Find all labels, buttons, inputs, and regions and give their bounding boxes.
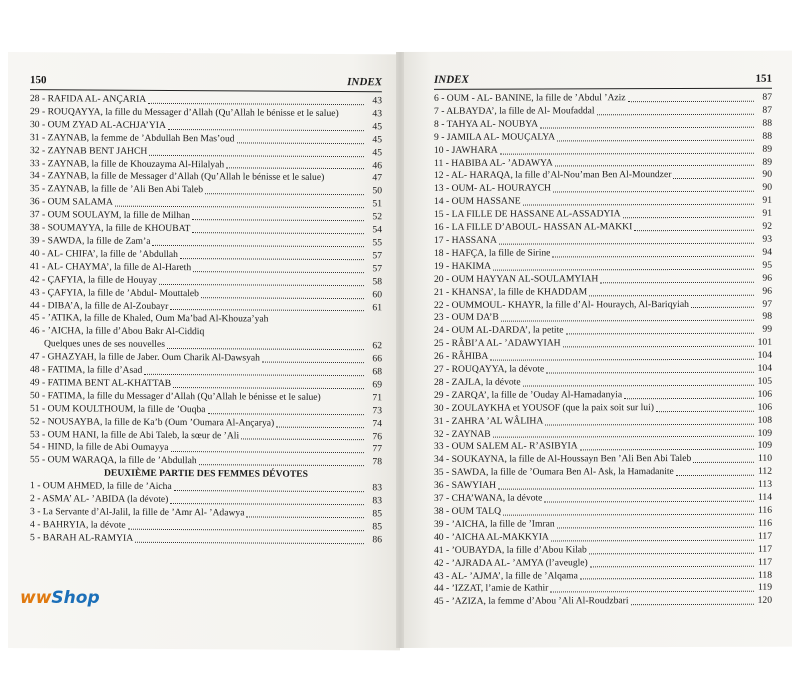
entry-title: 24 - OUM AL-DARDA’, la petite: [434, 324, 564, 337]
entry-page-number: 120: [757, 595, 772, 607]
dot-leader: [673, 178, 754, 179]
entry-page-number: 114: [757, 491, 772, 503]
dot-leader: [199, 464, 364, 466]
left-page-number: 150: [30, 74, 47, 87]
entry-title: 13 - OUM- AL- HOURAYCH: [434, 182, 551, 195]
entry-page-number: 45: [372, 121, 382, 133]
entry-title: 28 - ZAJLA, la dévote: [434, 376, 521, 388]
entry-title: 43 - ÇAFYIA, la fille de ’Abdul- Mouttaleb: [30, 286, 199, 299]
entry-page-number: 117: [757, 543, 772, 555]
index-entry: [434, 195, 772, 209]
entry-page-number: 89: [762, 143, 772, 155]
entry-page-number: 108: [757, 414, 772, 426]
index-entry: [434, 156, 772, 170]
entry-title: 34 - SOUKAYNA, la fille de Al-Houssayn Ben ’Ali Ben Abi Taleb: [434, 453, 692, 466]
index-entry: [434, 440, 772, 454]
dot-leader: [503, 514, 754, 516]
entry-title: 42 - ÇAFYIA, la fille de Houyay: [30, 273, 158, 286]
index-entry: [434, 556, 772, 570]
entry-title: 10 - JAWHARA: [434, 144, 498, 156]
index-entry: [434, 582, 772, 596]
index-entry: [434, 389, 772, 403]
index-entry: [434, 182, 772, 196]
dot-leader: [499, 243, 754, 245]
entry-title: 54 - HIND, la fille de Abi Oumayya: [30, 441, 169, 454]
entry-page-number: 104: [757, 349, 772, 361]
entry-page-number: 88: [762, 130, 772, 142]
index-entry: [434, 130, 772, 144]
index-entry: [434, 221, 772, 235]
left-page-header-title: INDEX: [347, 76, 382, 89]
left-index-list: [30, 93, 382, 547]
entry-page-number: 43: [372, 108, 382, 120]
dot-leader: [135, 541, 364, 543]
dot-leader: [656, 410, 754, 411]
dot-leader: [128, 529, 364, 531]
entry-page-number: 60: [372, 288, 382, 300]
dot-leader: [276, 426, 364, 428]
entry-page-number: 98: [762, 311, 772, 323]
entry-page-number: 90: [762, 182, 772, 194]
dot-leader: [540, 126, 754, 128]
entry-page-number: 78: [372, 456, 382, 468]
entry-title: 55 - OUM WARAQA, la fille de ’Abdullah: [30, 454, 197, 467]
entry-page-number: 58: [372, 275, 382, 287]
dot-leader: [552, 256, 754, 258]
entry-title: 32 - ZAYNAB: [434, 428, 491, 440]
index-entry: [434, 208, 772, 222]
dot-leader: [550, 591, 754, 593]
entry-page-number: 43: [372, 95, 382, 107]
dot-leader: [262, 362, 364, 364]
dot-leader: [144, 374, 364, 376]
dot-leader: [173, 387, 364, 389]
entry-page-number: 116: [757, 517, 772, 529]
entry-page-number: 90: [762, 169, 772, 181]
dot-leader: [174, 490, 364, 492]
index-entry: [434, 427, 772, 441]
right-index-list: [434, 92, 772, 609]
open-book: [8, 52, 792, 648]
entry-page-number: 55: [372, 237, 382, 249]
entry-page-number: 89: [762, 156, 772, 168]
dot-leader: [523, 204, 754, 206]
index-entry: [434, 505, 772, 519]
entry-title: 19 - HAKIMA: [434, 260, 492, 272]
entry-page-number: 66: [372, 353, 382, 365]
index-entry: [434, 298, 772, 312]
entry-page-number: 118: [757, 569, 772, 581]
dot-leader: [201, 297, 364, 299]
right-page: [400, 51, 792, 648]
dot-leader: [192, 232, 364, 234]
index-entry: [434, 324, 772, 338]
entry-page-number: 97: [762, 298, 772, 310]
index-entry: [434, 543, 772, 557]
entry-page-number: 50: [372, 185, 382, 197]
entry-title: 30 - ZOULAYKHA et YOUSOF (que la paix soit sur lui): [434, 401, 654, 414]
right-header-rule: [434, 88, 772, 90]
entry-page-number: 47: [372, 172, 382, 184]
entry-page-number: 83: [372, 482, 382, 494]
entry-page-number: 116: [757, 504, 772, 516]
entry-page-number: 109: [757, 427, 772, 439]
entry-page-number: 45: [372, 146, 382, 158]
entry-page-number: 51: [372, 198, 382, 210]
entry-title: 38 - OUM TALQ: [434, 505, 502, 517]
index-entry: [434, 118, 772, 132]
dot-leader: [168, 129, 364, 131]
entry-title: 41 - AL- CHAYMA’, la fille de Al-Hareth: [30, 260, 192, 273]
entry-page-number: 106: [757, 401, 772, 413]
entry-title: 53 - OUM HANI, la fille de Abi Taleb, la sœur de ’Ali: [30, 428, 240, 441]
entry-title: 15 - LA FILLE DE HASSANE AL-ASSADYIA: [434, 208, 621, 221]
entry-title: 49 - FATIMA BENT AL-KHATTAB: [30, 377, 172, 389]
dot-leader: [544, 501, 754, 503]
entry-page-number: 61: [372, 301, 382, 313]
left-page: [8, 52, 400, 650]
entry-title: 52 - NOUSAYBA, la fille de Ka’b (Oum ’Oumara Al-Ançarya): [30, 415, 275, 429]
entry-page-number: 46: [372, 159, 382, 171]
entry-page-number: 106: [757, 388, 772, 400]
dot-leader: [589, 552, 754, 554]
index-entry: [434, 376, 772, 390]
dot-leader: [557, 139, 754, 141]
entry-title: 22 - OUMMOUL- KHAYR, la fille d’Al- Houraych, Al-Bariqyiah: [434, 298, 689, 311]
entry-page-number: 88: [762, 117, 772, 129]
entry-title: 29 - ROUQAYYA, la fille du Messager d’Allah (Qu’Allah le bénisse et le salue): [30, 106, 339, 119]
entry-page-number: 117: [757, 556, 772, 568]
index-entry: [434, 337, 772, 351]
index-entry: [434, 259, 772, 273]
index-entry: [434, 492, 772, 506]
entry-title: 44 - ’IZZAT, l’amie de Kathir: [434, 582, 549, 595]
entry-title: 1 - OUM AHMED, la fille de ’Aicha: [30, 480, 172, 493]
entry-page-number: 57: [372, 263, 382, 275]
entry-title: 48 - FATIMA, la fille d’Asad: [30, 364, 143, 376]
entry-title: 35 - ZAYNAB, la fille de ’Ali Ben Abi Taleb: [30, 183, 204, 196]
dot-leader: [115, 206, 364, 209]
entry-page-number: 68: [372, 366, 382, 378]
dot-leader: [555, 165, 754, 167]
entry-title: 25 - RÂBI’A AL- ’ADAWYIAH: [434, 337, 561, 350]
entry-page-number: 86: [372, 534, 382, 546]
entry-page-number: 91: [762, 194, 772, 206]
entry-title: 29 - ZARQA’, la fille de ’Ouday Al-Hamadanyia: [434, 389, 623, 401]
watermark-prefix: ww: [20, 588, 52, 608]
entry-title: 2 - ASMA’ AL- ’ABIDA (la dévote): [30, 493, 169, 506]
entry-title: DEUXIÈME PARTIE DES FEMMES DÉVOTES: [104, 467, 308, 481]
entry-title: 39 - SAWDA, la fille de Zam’a: [30, 235, 151, 247]
entry-page-number: 109: [757, 440, 772, 452]
entry-title: 30 - OUM ZYAD AL-ACHJA’YIA: [30, 118, 166, 131]
entry-page-number: 94: [762, 246, 772, 258]
index-entry: [434, 518, 772, 532]
index-entry: [434, 531, 772, 545]
index-entry: [434, 105, 772, 119]
dot-leader: [498, 488, 754, 490]
entry-title: 33 - OUM SALEM AL- R’ASIBYIA: [434, 440, 578, 453]
dot-leader: [226, 168, 364, 170]
entry-page-number: 52: [372, 211, 382, 223]
dot-leader: [501, 320, 754, 322]
dot-leader: [159, 284, 364, 286]
index-entry: [434, 414, 772, 428]
index-entry: [434, 466, 772, 480]
entry-title: 9 - JAMILA AL- MOUÇALYA: [434, 131, 556, 143]
entry-title: 37 - OUM SOULAYM, la fille de Milhan: [30, 209, 191, 222]
index-entry: [434, 350, 772, 364]
entry-title: 32 - ZAYNAB BENT JAHCH: [30, 144, 148, 157]
index-entry: [434, 363, 772, 377]
index-entry: [434, 143, 772, 157]
entry-title: 31 - ZAHRA ’AL WÂLIHA: [434, 415, 544, 427]
entry-title: 45 - ’ATIKA, la fille de Khaled, Oum Ma’bad Al-Khouza’yah: [30, 312, 269, 325]
dot-leader: [623, 217, 754, 218]
entry-title: 26 - RÂHIBA: [434, 350, 489, 363]
entry-title: 33 - ZAYNAB, la fille de Khouzayma Al-Hilalyah: [30, 157, 225, 170]
dot-leader: [563, 346, 754, 348]
entry-title: 16 - LA FILLE D’ABOUL- HASSAN AL-MAKKI: [434, 221, 633, 233]
entry-title: 8 - TAHYA AL- NOUBYA: [434, 118, 539, 130]
dot-leader: [545, 423, 754, 425]
entry-title: 31 - ZAYNAB, la femme de ’Abdullah Ben Mas’oud: [30, 131, 235, 145]
entry-title: 46 - ’AICHA, la fille d’Abou Bakr Al-Ciddiq: [30, 325, 205, 338]
entry-title: 18 - HAFÇA, la fille de Sirine: [434, 247, 551, 259]
entry-title: 3 - La Servante d’Al-Jalil, la fille de ’Amr Al- ’Adawya: [30, 506, 245, 519]
dot-leader: [590, 565, 754, 567]
entry-page-number: 92: [762, 220, 772, 232]
dot-leader: [237, 142, 364, 144]
entry-page-number: 85: [372, 508, 382, 520]
index-entry: [434, 92, 772, 106]
entry-page-number: 76: [372, 430, 382, 442]
dot-leader: [676, 475, 754, 476]
dot-leader: [600, 281, 754, 283]
dot-leader: [523, 385, 754, 387]
dot-leader: [149, 154, 364, 156]
index-entry: [434, 169, 772, 183]
dot-leader: [624, 398, 754, 399]
entry-page-number: 77: [372, 443, 382, 455]
dot-leader: [628, 101, 754, 102]
index-entry: [434, 247, 772, 261]
entry-page-number: 45: [372, 133, 382, 146]
entry-title: 45 - ’AZIZA, la femme d’Abou ’Ali Al-Roudzbari: [434, 595, 629, 608]
dot-leader: [566, 333, 755, 335]
dot-leader: [193, 271, 364, 273]
index-entry: [30, 532, 382, 547]
entry-page-number: 110: [757, 453, 772, 465]
dot-leader: [493, 436, 754, 438]
entry-page-number: 117: [757, 530, 772, 542]
entry-title: 37 - CHA’WANA, la dévote: [434, 492, 543, 504]
entry-title: 23 - OUM DA’B: [434, 312, 499, 324]
entry-title: 50 - FATIMA, la fille du Messager d’Allah (Qu’Allah le bénisse et le salue): [30, 389, 321, 403]
shop-watermark-logo: [20, 588, 100, 608]
entry-title: 40 - ’AICHA AL-MAKKYIA: [434, 531, 549, 543]
entry-page-number: 93: [762, 233, 772, 245]
dot-leader: [580, 578, 754, 580]
right-page-number: 151: [755, 72, 772, 85]
entry-page-number: 73: [372, 404, 382, 417]
entry-title: 11 - HABIBA AL- ’ADAWYA: [434, 156, 553, 169]
entry-title: 12 - AL- HARAQA, la fille d’Al-Nou’man Ben Al-Moundzer: [434, 169, 672, 182]
entry-page-number: 104: [757, 362, 772, 374]
dot-leader: [241, 439, 364, 441]
dot-leader: [192, 219, 364, 221]
entry-title: 47 - GHAZYAH, la fille de Jaber. Oum Charik Al-Dawsyah: [30, 351, 260, 364]
entry-title: 36 - SAWYIAH: [434, 479, 497, 492]
entry-page-number: 83: [372, 495, 382, 507]
entry-title: 7 - ALBAYDA’, la fille de Al- Moufaddal: [434, 105, 595, 117]
entry-page-number: 71: [372, 392, 382, 404]
entry-title: 44 - DIBA’A, la fille de Al-Zoubayr: [30, 299, 169, 312]
entry-page-number: 112: [757, 465, 772, 478]
index-entry: [434, 401, 772, 415]
entry-title: 36 - OUM SALAMA: [30, 196, 113, 208]
entry-title: Quelques unes de ses nouvelles: [44, 338, 165, 351]
entry-page-number: 101: [757, 336, 772, 348]
dot-leader: [167, 348, 364, 350]
entry-page-number: 95: [762, 259, 772, 271]
index-entry: [434, 453, 772, 467]
entry-title: 14 - OUM HASSANE: [434, 195, 521, 208]
dot-leader: [557, 527, 754, 529]
dot-leader: [553, 191, 754, 193]
index-entry: [434, 311, 772, 325]
dot-leader: [205, 193, 364, 195]
entry-title: 39 - ’AICHA, la fille de ’Imran: [434, 518, 555, 530]
entry-page-number: 113: [757, 478, 772, 490]
book-spine: [396, 52, 404, 648]
entry-page-number: 57: [372, 250, 382, 262]
index-entry: [434, 285, 772, 299]
dot-leader: [631, 604, 755, 605]
entry-page-number: 69: [372, 379, 382, 391]
entry-title: 40 - AL- CHIFA’, la fille de ’Abdullah: [30, 248, 178, 260]
dot-leader: [546, 372, 754, 374]
index-entry: [434, 479, 772, 493]
right-page-header-title: INDEX: [434, 73, 469, 86]
entry-title: 34 - ZAYNAB, la fille de Messager d’Allah (Qu’Allah le bénisse et le salue): [30, 170, 325, 184]
entry-page-number: 99: [762, 324, 772, 336]
entry-title: 21 - KHANSA’, la fille de KHADDAM: [434, 285, 588, 298]
entry-page-number: 119: [757, 582, 772, 594]
index-entry: [434, 569, 772, 583]
dot-leader: [180, 258, 364, 260]
entry-title: 51 - OUM KOULTHOUM, la fille de ’Ouqba: [30, 402, 206, 415]
dot-leader: [580, 449, 754, 451]
dot-leader: [551, 539, 754, 541]
dot-leader: [490, 359, 754, 361]
entry-page-number: 91: [762, 207, 772, 219]
entry-title: 27 - ROUQAYYA, la dévote: [434, 363, 545, 375]
entry-title: 28 - RAFIDA AL- ANÇARIA: [30, 93, 147, 105]
dot-leader: [589, 294, 754, 296]
entry-page-number: 87: [762, 104, 772, 116]
entry-title: 4 - BAHRYIA, la dévote: [30, 519, 126, 531]
entry-page-number: 85: [372, 521, 382, 533]
dot-leader: [170, 309, 364, 311]
entry-title: 41 - ’OUBAYDA, la fille d’Abou Kilab: [434, 544, 587, 556]
dot-leader: [500, 152, 754, 154]
dot-leader: [171, 451, 364, 453]
entry-page-number: 87: [762, 91, 772, 103]
entry-title: 20 - OUM HAYYAN AL-SOULAMYIAH: [434, 272, 599, 285]
entry-page-number: 74: [372, 417, 382, 429]
index-entry: [434, 234, 772, 248]
index-entry: [434, 595, 772, 609]
dot-leader: [148, 103, 364, 105]
entry-title: 6 - OUM - AL- BANINE, la fille de ’Abdul ’Aziz: [434, 92, 626, 104]
dot-leader: [246, 516, 364, 518]
entry-title: 17 - HASSANA: [434, 234, 497, 246]
dot-leader: [691, 307, 754, 308]
dot-leader: [170, 503, 364, 505]
dot-leader: [208, 413, 364, 415]
dot-leader: [597, 114, 754, 116]
dot-leader: [693, 462, 754, 463]
entry-page-number: 96: [762, 285, 772, 297]
entry-page-number: 54: [372, 224, 382, 236]
entry-title: 5 - BARAH AL-RAMYIA: [30, 531, 134, 544]
entry-title: 42 - ’AJRADA AL- ’AMYA (l’aveugle): [434, 556, 588, 569]
entry-title: 35 - SAWDA, la fille de ’Oumara Ben Al- Ask, la Hamadanite: [434, 466, 674, 479]
entry-title: 38 - SOUMAYYA, la fille de KHOUBAT: [30, 222, 191, 235]
dot-leader: [152, 245, 364, 247]
dot-leader: [493, 268, 754, 270]
dot-leader: [634, 230, 754, 231]
entry-page-number: 96: [762, 272, 772, 284]
watermark-shop: Shop: [51, 588, 100, 608]
entry-page-number: 62: [372, 340, 382, 352]
entry-title: 43 - AL- ’AJMA’, la fille de ’Alqama: [434, 569, 578, 582]
index-entry: [434, 272, 772, 286]
entry-page-number: 105: [757, 375, 772, 387]
